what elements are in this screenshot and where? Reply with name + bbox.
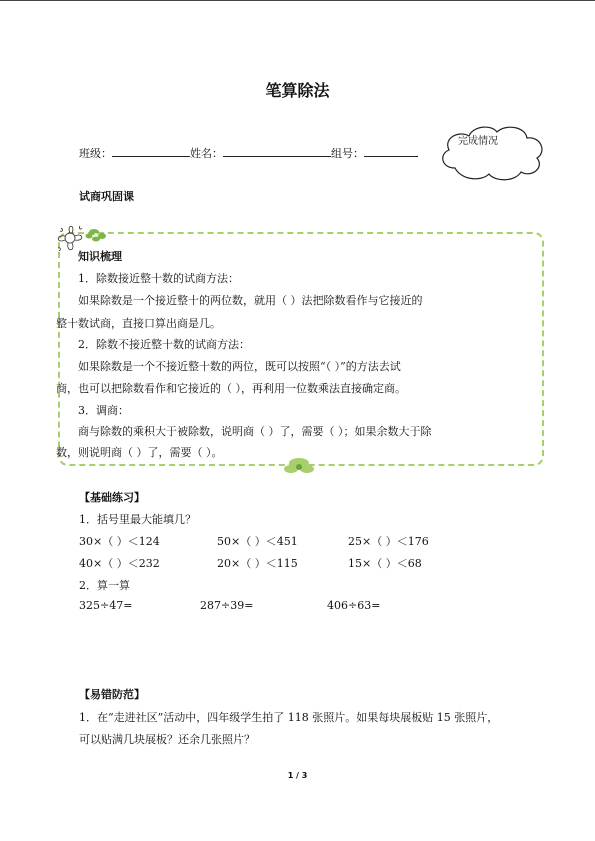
group-field[interactable] (364, 144, 418, 157)
question-2: 2．算一算 (79, 579, 130, 592)
calc-item: 287÷39= (200, 599, 254, 612)
question-1: 1．括号里最大能填几？ (79, 513, 196, 526)
page-title: 笔算除法 (265, 81, 330, 100)
calc-item: 406÷63= (327, 599, 381, 612)
name-field[interactable] (223, 144, 331, 157)
box-title: 知识梳理 (78, 250, 122, 263)
section-title: 试商巩固课 (79, 190, 134, 203)
knowledge-line: 如果除数是一个接近整十的两位数，就用（ ）法把除数看作与它接近的 (78, 294, 423, 307)
calc-item: 325÷47= (79, 599, 133, 612)
inequality-item: 25×（ ）＜176 (348, 535, 429, 548)
group-label: 组号： (331, 147, 364, 160)
cloud-label: 完成情况 (458, 136, 498, 147)
inequality-item: 20×（ ）＜115 (217, 557, 298, 570)
inequality-item: 40×（ ）＜232 (79, 557, 160, 570)
knowledge-line: 整十数试商，直接口算出商是几。 (56, 317, 221, 330)
knowledge-line: 商与除数的乘积大于被除数，说明商（ ）了，需要（ ）；如果余数大于除 (78, 425, 432, 438)
word-problem-line: 可以贴满几块展板？还余几张照片？ (79, 733, 255, 746)
knowledge-line: 如果除数是一个不接近整十数的两位，既可以按照“（ ）”的方法去试 (78, 360, 401, 373)
name-label: 姓名： (190, 147, 223, 160)
word-problem-line: 1．在“走进社区”活动中，四年级学生拍了 118 张照片。如果每块展板贴 15 张照片， (79, 711, 499, 724)
class-field[interactable] (112, 144, 190, 157)
knowledge-line: 2．除数不接近整十数的试商方法： (78, 338, 250, 351)
top-border-line (0, 0, 595, 1)
page-number: 1 / 3 (287, 771, 308, 780)
knowledge-line: 商，也可以把除数看作和它接近的（ ），再利用一位数乘法直接确定商。 (56, 382, 406, 395)
mistake-title: 【易错防范】 (79, 688, 145, 701)
knowledge-line: 1．除数接近整十数的试商方法： (78, 272, 239, 285)
info-row (79, 144, 418, 161)
class-label: 班级： (79, 147, 112, 160)
bottom-leaf-decoration-icon (276, 455, 322, 477)
knowledge-line: 3．调商： (78, 404, 129, 417)
inequality-item: 50×（ ）＜451 (217, 535, 298, 548)
knowledge-line: 数，则说明商（ ）了，需要（ ）。 (56, 446, 223, 459)
inequality-item: 15×（ ）＜68 (348, 557, 422, 570)
basic-practice-title: 【基础练习】 (79, 491, 145, 504)
inequality-item: 30×（ ）＜124 (79, 535, 160, 548)
